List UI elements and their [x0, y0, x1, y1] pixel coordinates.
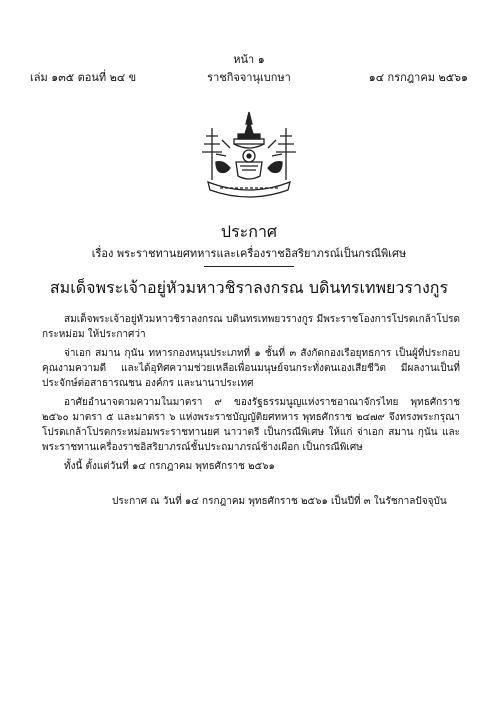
announcement-body	[42, 312, 460, 478]
signoff-line: ประกาศ ณ วันที่ ๑๔ กรกฎาคม พุทธศักราช ๒๕๖๑ เป็นปีที่ ๓ ในรัชกาลปัจจุบัน	[112, 496, 447, 507]
divider	[204, 266, 294, 267]
garuda-emblem-icon	[190, 110, 308, 202]
announcement-subject: เรื่อง พระราชทานยศทหารและเครื่องราชอิสริยาภรณ์เป็นกรณีพิเศษ	[91, 247, 407, 260]
body-paragraph-1: สมเด็จพระเจ้าอยู่หัวมหาวชิราลงกรณ บดินทรเทพยวรางกูร มีพระราชโองการโปรดเกล้าโปรดกระหม่อม ให้ประกาศว่า	[42, 314, 460, 340]
body-paragraph-2: จ่าเอก สมาน กุนัน ทหารกองหนุนประเภทที่ ๑ ชั้นที่ ๓ สังกัดกองเรือยุทธการ เป็นผู้ที่ประกอบคุณงามความดี และได้อุทิศความช่วยเหลือเพื่อนมนุษย์จนกระทั่งตนเองเสียชีวิต มีผลงานเป็นที่ประจักษ์ต่อสาธารณชน องค์กร และนานาประเทศ	[42, 348, 460, 389]
page-number: หน้า ๑	[233, 53, 265, 66]
announcement-title: ประกาศ	[220, 222, 278, 241]
gazette-name: ราชกิจจานุเบกษา	[207, 71, 291, 84]
header-date: ๑๔ กรกฎาคม ๒๕๖๑	[368, 71, 468, 84]
body-paragraph-4: ทั้งนี้ ตั้งแต่วันที่ ๑๔ กรกฎาคม พุทธศักราช ๒๕๖๑	[64, 461, 275, 472]
volume-issue: เล่ม ๑๓๕ ตอนที่ ๒๔ ข	[30, 71, 137, 84]
body-paragraph-3: อาศัยอำนาจตามความในมาตรา ๙ ของรัฐธรรมนูญแห่งราชอาณาจักรไทย พุทธศักราช ๒๕๖๐ มาตรา ๕ และมาตรา ๖ แห่งพระราชบัญญัติยศทหาร พุทธศักราช ๒๔๗๙ จึงทรงพระกรุณาโปรดเกล้าโปรดกระหม่อมพระราชทานยศ นาวาตรี เป็นกรณีพิเศษ ให้แก่ จ่าเอก สมาน กุนัน และพระราชทานเครื่องราชอิสริยาภรณ์ชั้นประถมาภรณ์ช้างเผือก เป็นกรณีพิเศษ	[42, 397, 460, 453]
king-name: สมเด็จพระเจ้าอยู่หัวมหาวชิราลงกรณ บดินทรเทพยวรางกูร	[49, 278, 449, 297]
